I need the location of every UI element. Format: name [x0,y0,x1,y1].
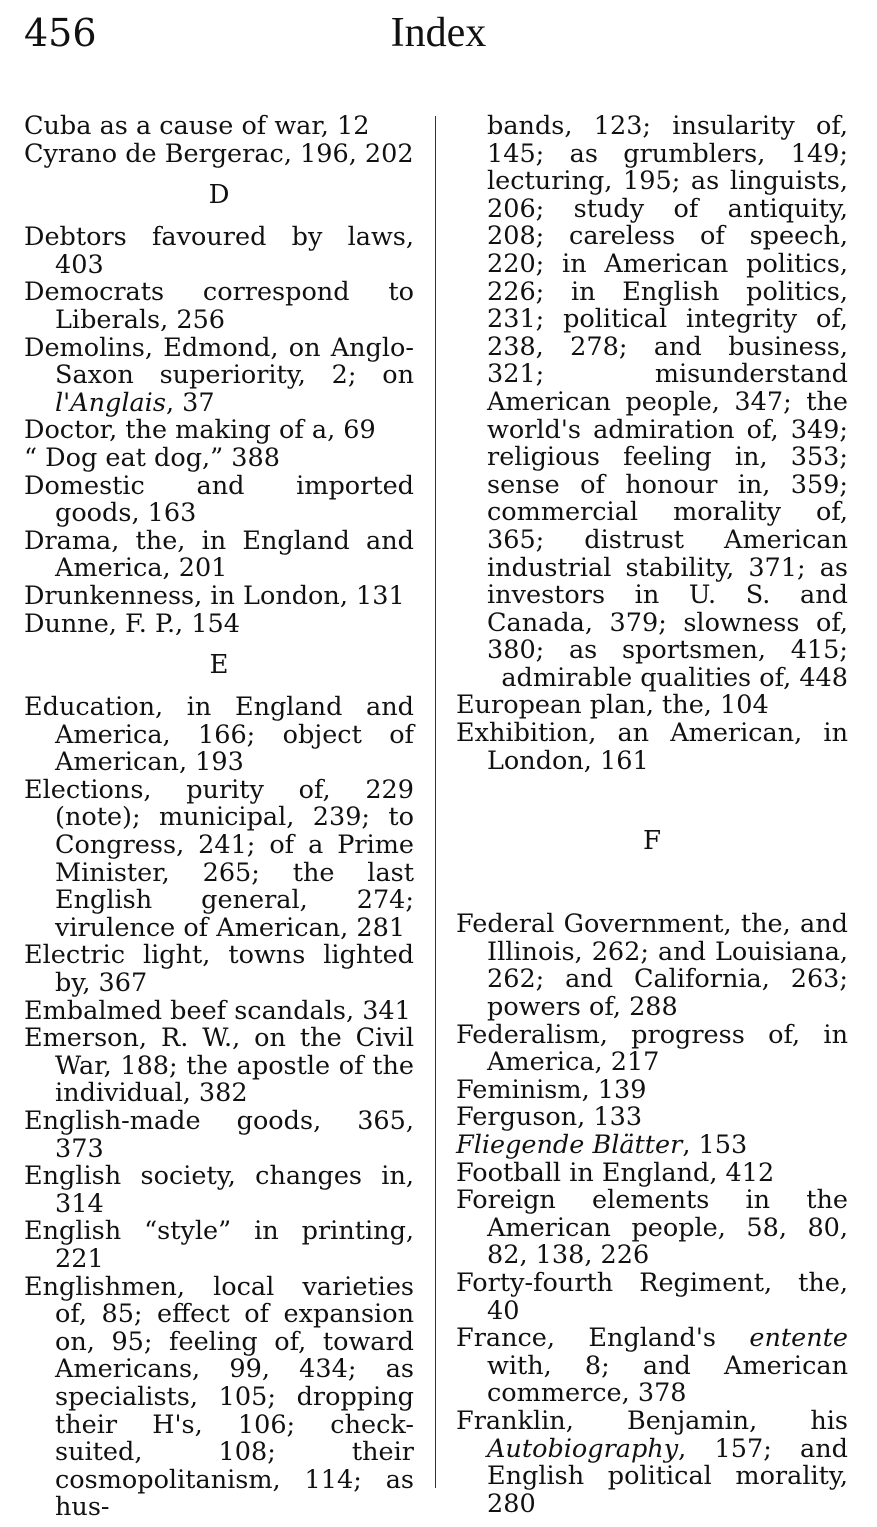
entry-italic-title: Autobiography [487,1433,679,1464]
index-entry: Embalmed beef scandals, 341 [24,995,411,1026]
section-letter-f: F [642,826,662,857]
index-entry: Electric light, towns lighted by, 367 [24,940,414,999]
entry-text: Franklin, Benjamin, his [456,1405,848,1436]
entry-text: France, England's [456,1323,716,1354]
entry-text: with, 8; and American commerce, 378 [487,1350,848,1409]
index-entry: European plan, the, 104 [456,690,769,721]
index-entry [24,332,414,418]
index-entry: Dunne, F. P., 154 [24,608,240,639]
index-entry: Englishmen, local varieties of, 85; effect of expansion on, 95; feeling of, toward Americans, 99, 434; as specialists, 105; dropping their H's, 106; check-suited, 108; their cosmopolitanism, 114; as hus- [24,1271,414,1523]
index-entry [456,1325,848,1408]
index-entry: Cyrano de Bergerac, 196, 202 [24,138,414,169]
section-letter-e: E [209,650,229,681]
left-column [24,113,414,1522]
index-entry: Drama, the, in England and America, 201 [24,525,414,584]
page-number: 456 [24,11,97,55]
section-letter-d: D [208,180,230,211]
index-entry: Doctor, the making of a, 69 [24,415,376,446]
index-entry: Drunkenness, in London, 131 [24,580,405,611]
index-entry: Democrats correspond to Liberals, 256 [24,277,414,335]
index-entry: Emerson, R. W., on the Civil War, 188; the apostle of the individual, 382 [24,1023,414,1109]
index-entry-continuation: bands, 123; insularity of, 145; as grumblers, 149; lecturing, 195; as linguists, 206; study of antiquity, 208; careless of speech, 220; in American politics, 226; in English politics, 231; political integrity of, 238, 278; and business, 321; misunderstand American people, 347; the world's admiration of, 349; religious feeling in, 353; sense of honour in, 359; commercial morality of, 365; distrust American industrial stability, 371; as investors in U. S. and Canada, 379; slowness of, 380; as sportsmen, 415; admirable qualities of, 448 [487,111,848,693]
entry-italic-term: entente [749,1323,849,1354]
index-entry: Federalism, progress of, in America, 217 [456,1019,848,1078]
index-entry: English society, changes in, 314 [24,1161,414,1219]
column-divider [435,116,436,1488]
entry-text: Demolins, Edmond, on Anglo-Saxon superiority, 2; on [24,332,414,391]
index-entry: Debtors favoured by laws, 403 [24,222,414,280]
index-entry: Feminism, 139 [456,1074,647,1105]
entry-italic-title: Fliegende Blätter [456,1130,683,1160]
entry-italic-title: l'Anglais [55,387,166,418]
entry-text: , 157; and English political morality, 280 [487,1433,848,1519]
index-entry: Football in England, 412 [456,1157,775,1188]
index-entry: Federal Government, the, and Illinois, 262; and Louisiana, 262; and California, 263; powers of, 288 [456,909,848,1023]
index-entry: English-made goods, 365, 373 [24,1106,414,1164]
index-entry: Education, in England and America, 166; object of American, 193 [24,692,414,778]
index-entry: Foreign elements in the American people, 58, 80, 82, 138, 226 [456,1185,848,1271]
index-entry: Elections, purity of, 229 (note); municipal, 239; to Congress, 241; of a Prime Minister, 265; the last English general, 274; virulence of American, 281 [24,774,414,943]
index-entry [456,1405,848,1519]
index-entry: Exhibition, an American, in London, 161 [456,718,848,776]
index-entry: Ferguson, 133 [456,1102,643,1133]
index-entry: Domestic and imported goods, 163 [24,470,414,529]
entry-text: , 153 [682,1130,748,1160]
right-column [456,113,848,1518]
index-entry: “ Dog eat dog,” 388 [24,442,280,473]
index-entry: Forty-fourth Regiment, the, 40 [456,1267,848,1326]
page-title: Index [390,10,487,56]
entry-text: , 37 [165,387,215,418]
index-entry: English “style” in printing, 221 [24,1216,414,1274]
index-entry [456,1132,848,1160]
index-entry: Cuba as a cause of war, 12 [24,111,370,141]
